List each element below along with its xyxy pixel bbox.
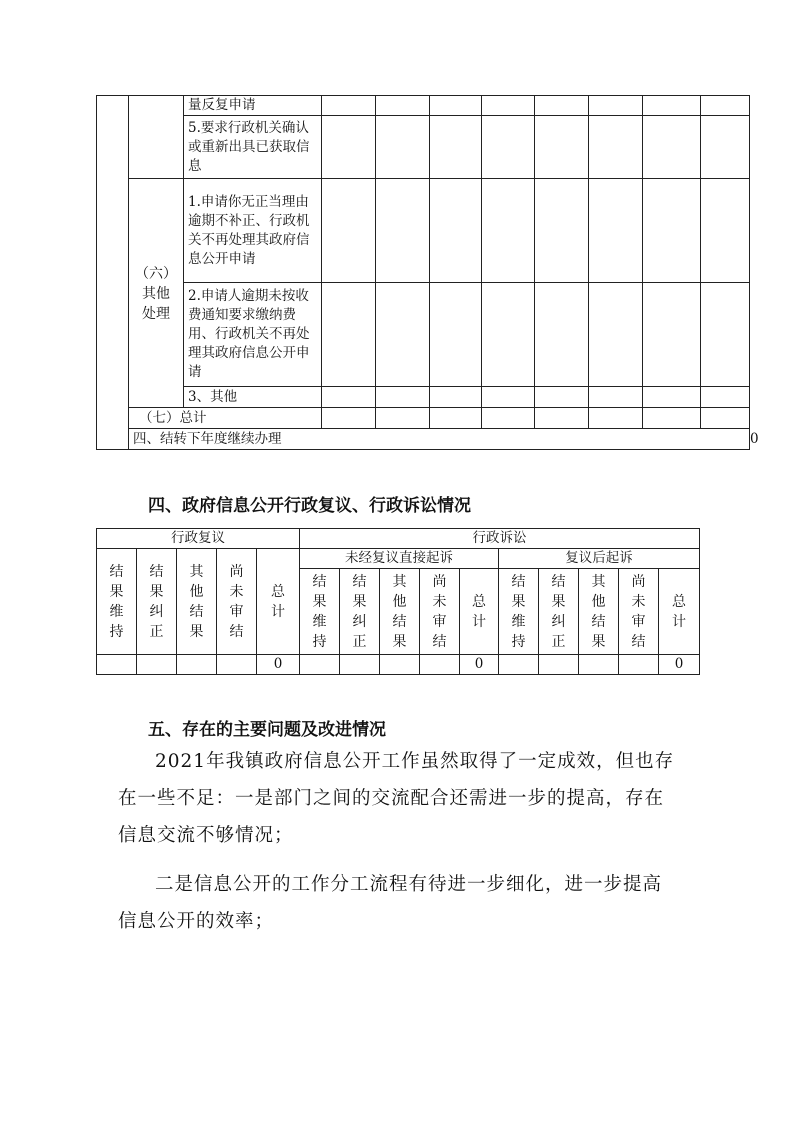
col-pending: 尚未审结 — [217, 549, 257, 655]
paragraph-1: 2021年我镇政府信息公开工作虽然取得了一定成效，但也存在一些不足：一是部门之间的交流配合还需进一步的提高，存在信息交流不够情况； — [118, 751, 675, 846]
col-result-maintained: 结果维持 — [499, 569, 539, 655]
section-4-heading: 四、政府信息公开行政复议、行政诉讼情况 — [148, 496, 471, 516]
col-result-maintained: 结果维持 — [97, 549, 137, 655]
direct-total-value: 0 — [460, 655, 499, 675]
header-row — [97, 529, 700, 549]
table-row — [97, 283, 750, 387]
col-other-result: 其他结果 — [177, 549, 217, 655]
col-total: 总计 — [460, 569, 499, 655]
row-description: 2.申请人逾期未按收费通知要求缴纳费用、行政机关不再处理其政府信息公开申请 — [184, 283, 322, 387]
admin-litigation-header: 行政诉讼 — [300, 529, 700, 549]
table-row — [97, 179, 750, 283]
table-row — [97, 387, 750, 408]
review-total-value: 0 — [257, 655, 300, 675]
group-cell — [97, 96, 129, 450]
data-row — [97, 655, 700, 675]
row-description: 量反复申请 — [184, 96, 322, 116]
after-total-value: 0 — [659, 655, 700, 675]
col-result-maintained: 结果维持 — [300, 569, 340, 655]
admin-review-header: 行政复议 — [97, 529, 300, 549]
table-row — [97, 408, 750, 429]
carry-over-label: 四、结转下年度继续办理 — [129, 429, 750, 450]
col-other-result: 其他结果 — [579, 569, 619, 655]
after-review-litigation-header: 复议后起诉 — [499, 549, 700, 569]
row-description: 1.申请你无正当理由逾期不补正、行政机关不再处理其政府信息公开申请 — [184, 179, 322, 283]
col-other-result: 其他结果 — [380, 569, 420, 655]
col-result-corrected: 结果纠正 — [539, 569, 579, 655]
row-description: 3、其他 — [184, 387, 322, 408]
col-pending: 尚未审结 — [619, 569, 659, 655]
total-label: （七）总计 — [129, 408, 322, 429]
col-total: 总计 — [659, 569, 700, 655]
col-result-corrected: 结果纠正 — [137, 549, 177, 655]
row-description: 5.要求行政机关确认或重新出具已获取信息 — [184, 116, 322, 179]
table-row — [97, 116, 750, 179]
table-row: 四、结转下年度继续办理 0 — [97, 429, 750, 450]
header-row — [97, 549, 700, 569]
paragraph-2: 二是信息公开的工作分工流程有待进一步细化，进一步提高信息公开的效率； — [118, 874, 663, 932]
section-5-heading: 五、存在的主要问题及改进情况 — [148, 720, 386, 740]
group-6-label: （六） 其他 处理 — [129, 179, 184, 408]
table-row — [97, 96, 750, 116]
col-total: 总计 — [257, 549, 300, 655]
col-pending: 尚未审结 — [420, 569, 460, 655]
application-handling-table — [96, 95, 759, 450]
direct-litigation-header: 未经复议直接起诉 — [300, 549, 499, 569]
group-cell — [129, 96, 184, 179]
col-result-corrected: 结果纠正 — [340, 569, 380, 655]
review-litigation-table — [96, 528, 700, 675]
